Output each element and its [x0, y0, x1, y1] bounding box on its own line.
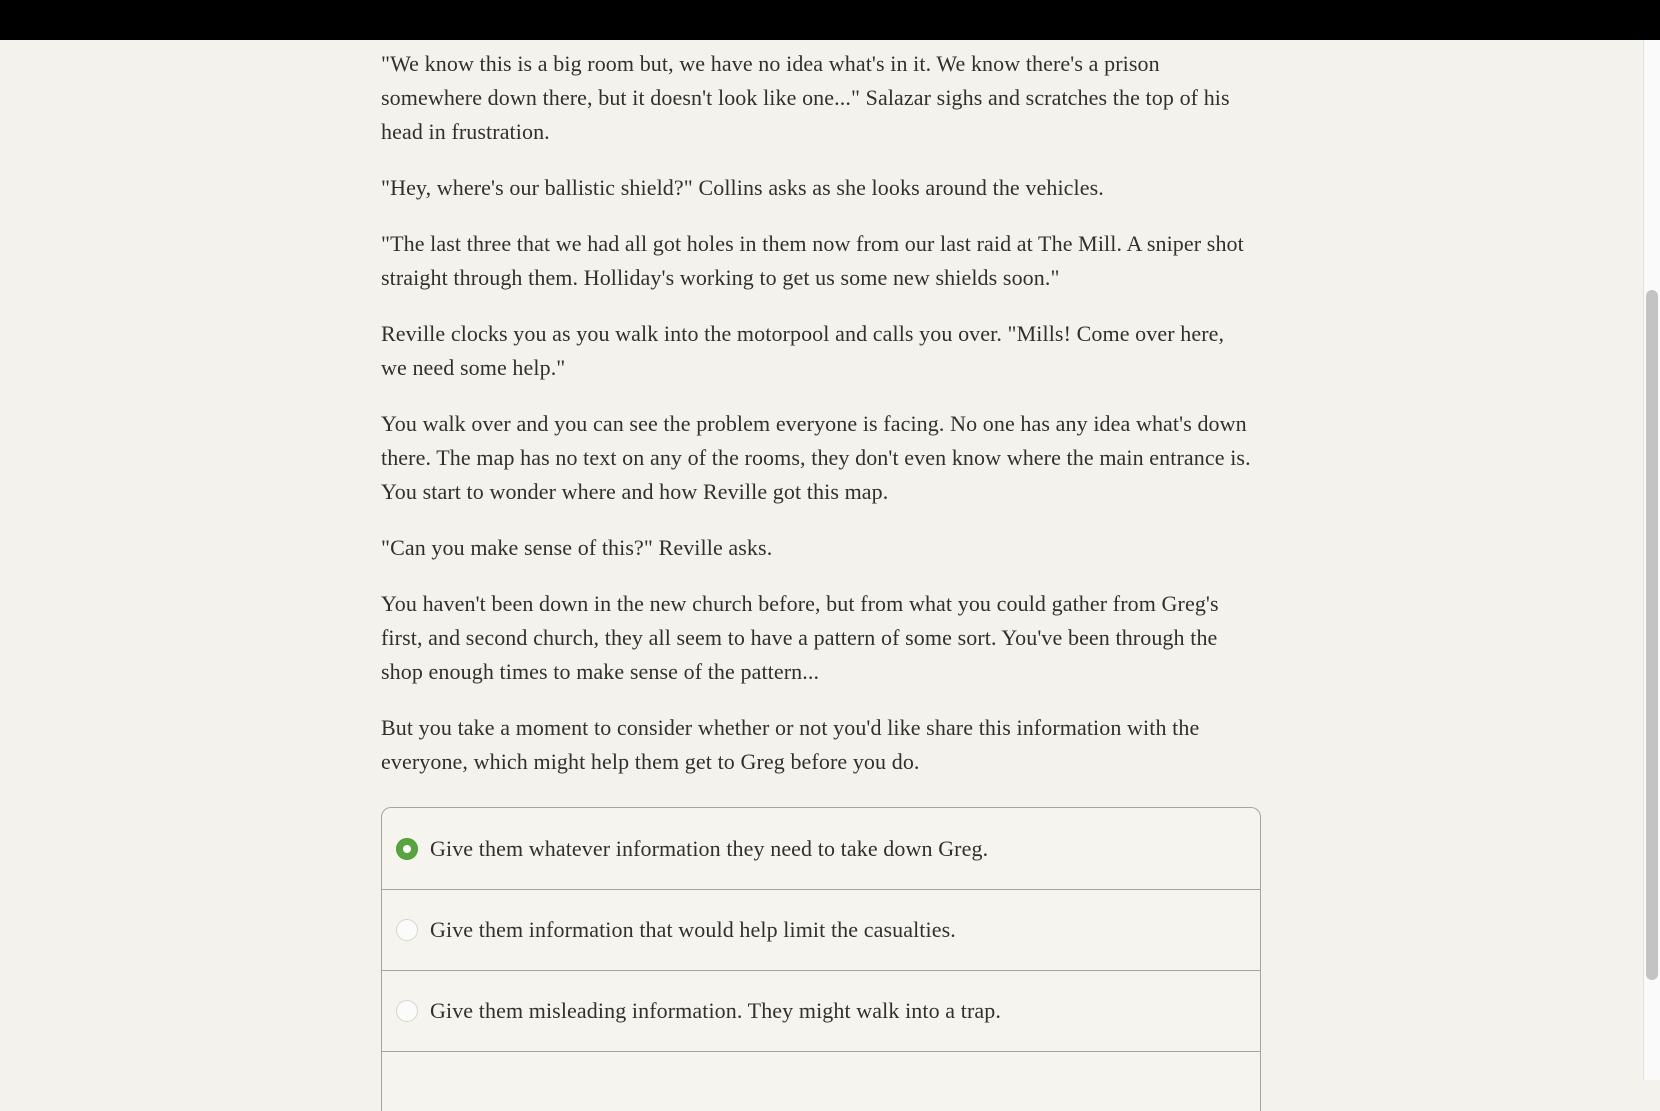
radio-dot [403, 845, 411, 853]
scrollbar-track[interactable] [1643, 40, 1660, 1080]
story-content [381, 40, 1261, 1111]
story-paragraph: But you take a moment to consider whether or not you'd like share this information with the everyone, which might help them get to Greg before you do. [381, 715, 1200, 774]
choice-label: Give them misleading information. They might walk into a trap. [430, 998, 1001, 1023]
story-paragraph: You walk over and you can see the problem everyone is facing. No one has any idea what's down there. The map has no text on any of the rooms, they don't even know where the main entrance is. You start to wonder where and how Reville got this map. [381, 411, 1251, 504]
radio-selected-icon[interactable] [396, 838, 418, 860]
radio-icon[interactable] [396, 919, 418, 941]
choice-option-extra[interactable] [382, 1051, 1260, 1111]
story-paragraph: "We know this is a big room but, we have no idea what's in it. We know there's a prison somewhere down there, but it doesn't look like one..." Salazar sighs and scratches the top of his head in frustration. [381, 51, 1230, 144]
story-paragraph: Reville clocks you as you walk into the motorpool and calls you over. "Mills! Come over here, we need some help." [381, 321, 1225, 380]
choice-label: Give them whatever information they need to take down Greg. [430, 835, 989, 861]
choice-label: Give them information that would help limit the casualties. [430, 917, 956, 942]
story-paragraph: "The last three that we had all got holes in them now from our last raid at The Mill. A sniper shot straight through them. Holliday's working to get us some new shields soon." [381, 231, 1244, 290]
choice-option-3[interactable] [382, 970, 1260, 1051]
choice-option-2[interactable] [382, 889, 1260, 970]
choice-option-1[interactable] [382, 808, 1260, 889]
scrollbar-thumb[interactable] [1646, 290, 1658, 980]
story-paragraph: "Hey, where's our ballistic shield?" Collins asks as she looks around the vehicles. [381, 175, 1104, 200]
radio-icon[interactable] [396, 1000, 418, 1022]
choice-list [381, 807, 1261, 1111]
top-bar [0, 0, 1660, 40]
story-paragraph: "Can you make sense of this?" Reville asks. [381, 535, 773, 560]
story-paragraph: You haven't been down in the new church before, but from what you could gather from Greg's first, and second church, they all seem to have a pattern of some sort. You've been through the shop enough times to make sense of the pattern... [381, 591, 1219, 684]
